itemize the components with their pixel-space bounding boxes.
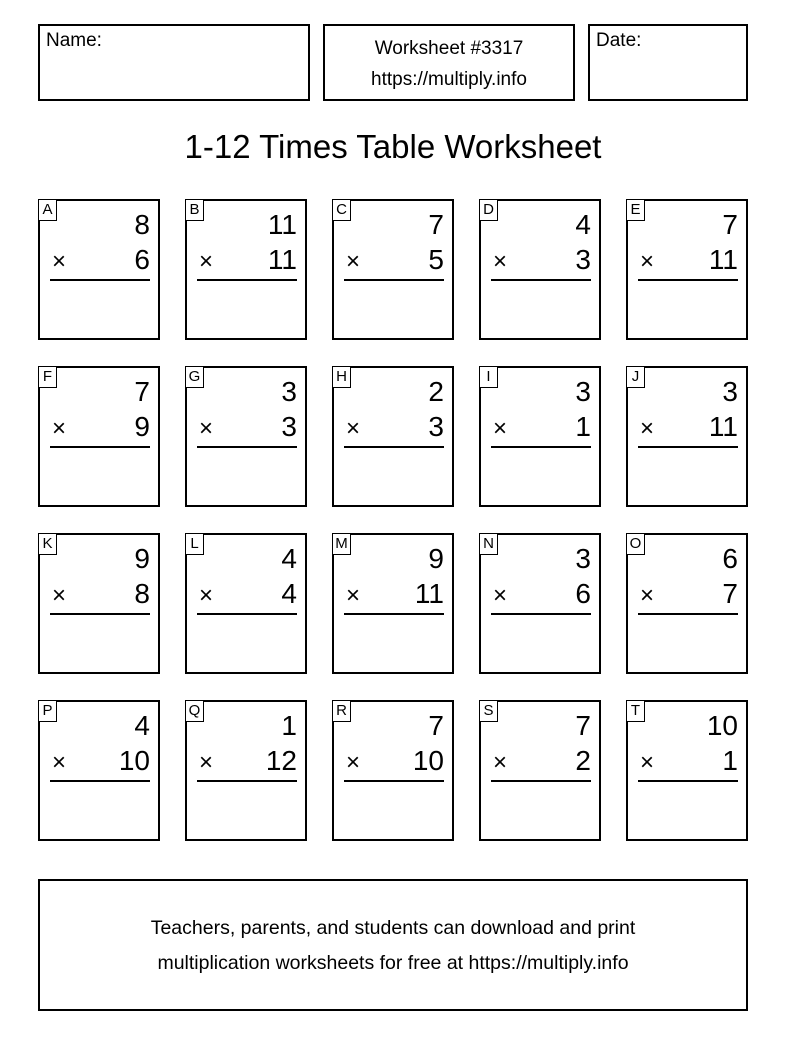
problem-card[interactable] <box>332 533 454 674</box>
multiply-sign: × <box>199 248 214 275</box>
problem-letter: R <box>332 700 351 722</box>
multiplier: 11 <box>414 578 444 609</box>
multiplicand: 4 <box>281 543 297 574</box>
problem-card[interactable] <box>185 700 307 841</box>
name-field-box[interactable] <box>38 24 310 101</box>
problem-letter: G <box>185 366 204 388</box>
multiplier: 1 <box>575 411 591 442</box>
problem-letter: Q <box>185 700 204 722</box>
multiplier: 2 <box>575 745 591 776</box>
multiplier: 4 <box>281 578 297 609</box>
multiplicand: 7 <box>722 209 738 240</box>
date-field-box[interactable] <box>588 24 748 101</box>
multiply-sign: × <box>640 582 655 609</box>
footer-line-1: Teachers, parents, and students can download and print <box>150 917 636 939</box>
multiply-sign: × <box>346 248 361 275</box>
answer-line <box>491 446 591 448</box>
problem-letter: F <box>38 366 57 388</box>
footer-note <box>38 879 748 1011</box>
answer-line <box>638 613 738 615</box>
problem-card[interactable] <box>38 533 160 674</box>
problem-letter: S <box>479 700 498 722</box>
answer-line <box>197 279 297 281</box>
problem-letter: T <box>626 700 645 722</box>
date-label: Date: <box>596 30 642 51</box>
multiplier: 9 <box>134 411 150 442</box>
problem-card[interactable] <box>38 199 160 340</box>
multiply-sign: × <box>493 415 508 442</box>
multiplier: 11 <box>267 244 297 275</box>
multiply-sign: × <box>52 749 67 776</box>
multiplicand: 4 <box>134 710 150 741</box>
multiplier: 6 <box>134 244 150 275</box>
multiplier: 3 <box>281 411 297 442</box>
multiply-sign: × <box>640 248 655 275</box>
multiplier: 11 <box>708 244 738 275</box>
multiplicand: 8 <box>134 209 150 240</box>
problem-card[interactable] <box>626 700 748 841</box>
problem-letter: J <box>626 366 645 388</box>
multiplicand: 3 <box>722 376 738 407</box>
answer-line <box>50 780 150 782</box>
answer-line <box>50 446 150 448</box>
problem-letter: D <box>479 199 498 221</box>
multiply-sign: × <box>52 248 67 275</box>
answer-line <box>197 780 297 782</box>
problem-card[interactable] <box>479 366 601 507</box>
problem-letter: E <box>626 199 645 221</box>
problem-card[interactable] <box>479 700 601 841</box>
multiply-sign: × <box>52 415 67 442</box>
answer-line <box>638 279 738 281</box>
answer-line <box>344 613 444 615</box>
problem-card[interactable] <box>332 700 454 841</box>
multiplicand: 3 <box>575 543 591 574</box>
multiplier: 11 <box>708 411 738 442</box>
multiply-sign: × <box>346 415 361 442</box>
multiplier: 12 <box>265 745 297 776</box>
multiply-sign: × <box>640 415 655 442</box>
problem-letter: K <box>38 533 57 555</box>
problem-card[interactable] <box>626 366 748 507</box>
problem-letter: N <box>479 533 498 555</box>
answer-line <box>50 279 150 281</box>
answer-line <box>50 613 150 615</box>
problem-card[interactable] <box>626 199 748 340</box>
multiply-sign: × <box>199 582 214 609</box>
multiplicand: 3 <box>281 376 297 407</box>
problem-letter: I <box>479 366 498 388</box>
multiplicand: 7 <box>428 209 444 240</box>
answer-line <box>197 613 297 615</box>
problem-card[interactable] <box>626 533 748 674</box>
problem-card[interactable] <box>38 700 160 841</box>
multiply-sign: × <box>199 415 214 442</box>
multiplicand: 9 <box>428 543 444 574</box>
problem-letter: C <box>332 199 351 221</box>
problem-card[interactable] <box>185 366 307 507</box>
answer-line <box>491 279 591 281</box>
answer-line <box>638 446 738 448</box>
multiplier: 10 <box>118 745 150 776</box>
worksheet-info-box <box>323 24 575 101</box>
problem-letter: L <box>185 533 204 555</box>
multiplicand: 11 <box>267 209 297 240</box>
multiplicand: 1 <box>281 710 297 741</box>
problem-letter: M <box>332 533 351 555</box>
page-title: 1-12 Times Table Worksheet <box>184 128 602 165</box>
answer-line <box>491 613 591 615</box>
problem-card[interactable] <box>479 199 601 340</box>
multiplicand: 3 <box>575 376 591 407</box>
problem-card[interactable] <box>38 366 160 507</box>
multiplicand: 7 <box>134 376 150 407</box>
multiplicand: 4 <box>575 209 591 240</box>
answer-line <box>638 780 738 782</box>
multiply-sign: × <box>346 582 361 609</box>
multiplier: 3 <box>575 244 591 275</box>
problem-letter: O <box>626 533 645 555</box>
problem-card[interactable] <box>185 533 307 674</box>
multiply-sign: × <box>199 749 214 776</box>
multiply-sign: × <box>640 749 655 776</box>
multiplier: 8 <box>134 578 150 609</box>
multiplicand: 7 <box>575 710 591 741</box>
worksheet-number: Worksheet #3317 <box>374 38 524 59</box>
multiplicand: 2 <box>428 376 444 407</box>
answer-line <box>197 446 297 448</box>
footer-line-2: multiplication worksheets for free at https://multiply.info <box>157 952 629 974</box>
problem-card[interactable] <box>185 199 307 340</box>
answer-line <box>344 780 444 782</box>
problem-card[interactable] <box>332 366 454 507</box>
problem-card[interactable] <box>479 533 601 674</box>
multiplicand: 7 <box>428 710 444 741</box>
answer-line <box>344 446 444 448</box>
problem-card[interactable] <box>332 199 454 340</box>
multiply-sign: × <box>493 749 508 776</box>
problem-letter: P <box>38 700 57 722</box>
multiplier: 7 <box>722 578 738 609</box>
worksheet-url: https://multiply.info <box>371 69 527 90</box>
multiplier: 10 <box>412 745 444 776</box>
multiplier: 6 <box>575 578 591 609</box>
name-label: Name: <box>46 30 102 51</box>
multiplicand: 10 <box>706 710 738 741</box>
multiplicand: 6 <box>722 543 738 574</box>
multiplier: 3 <box>428 411 444 442</box>
multiplier: 1 <box>722 745 738 776</box>
multiply-sign: × <box>346 749 361 776</box>
multiply-sign: × <box>493 582 508 609</box>
multiplicand: 9 <box>134 543 150 574</box>
multiplier: 5 <box>428 244 444 275</box>
problem-letter: A <box>38 199 57 221</box>
answer-line <box>491 780 591 782</box>
multiply-sign: × <box>493 248 508 275</box>
problem-letter: B <box>185 199 204 221</box>
problem-letter: H <box>332 366 351 388</box>
answer-line <box>344 279 444 281</box>
multiply-sign: × <box>52 582 67 609</box>
